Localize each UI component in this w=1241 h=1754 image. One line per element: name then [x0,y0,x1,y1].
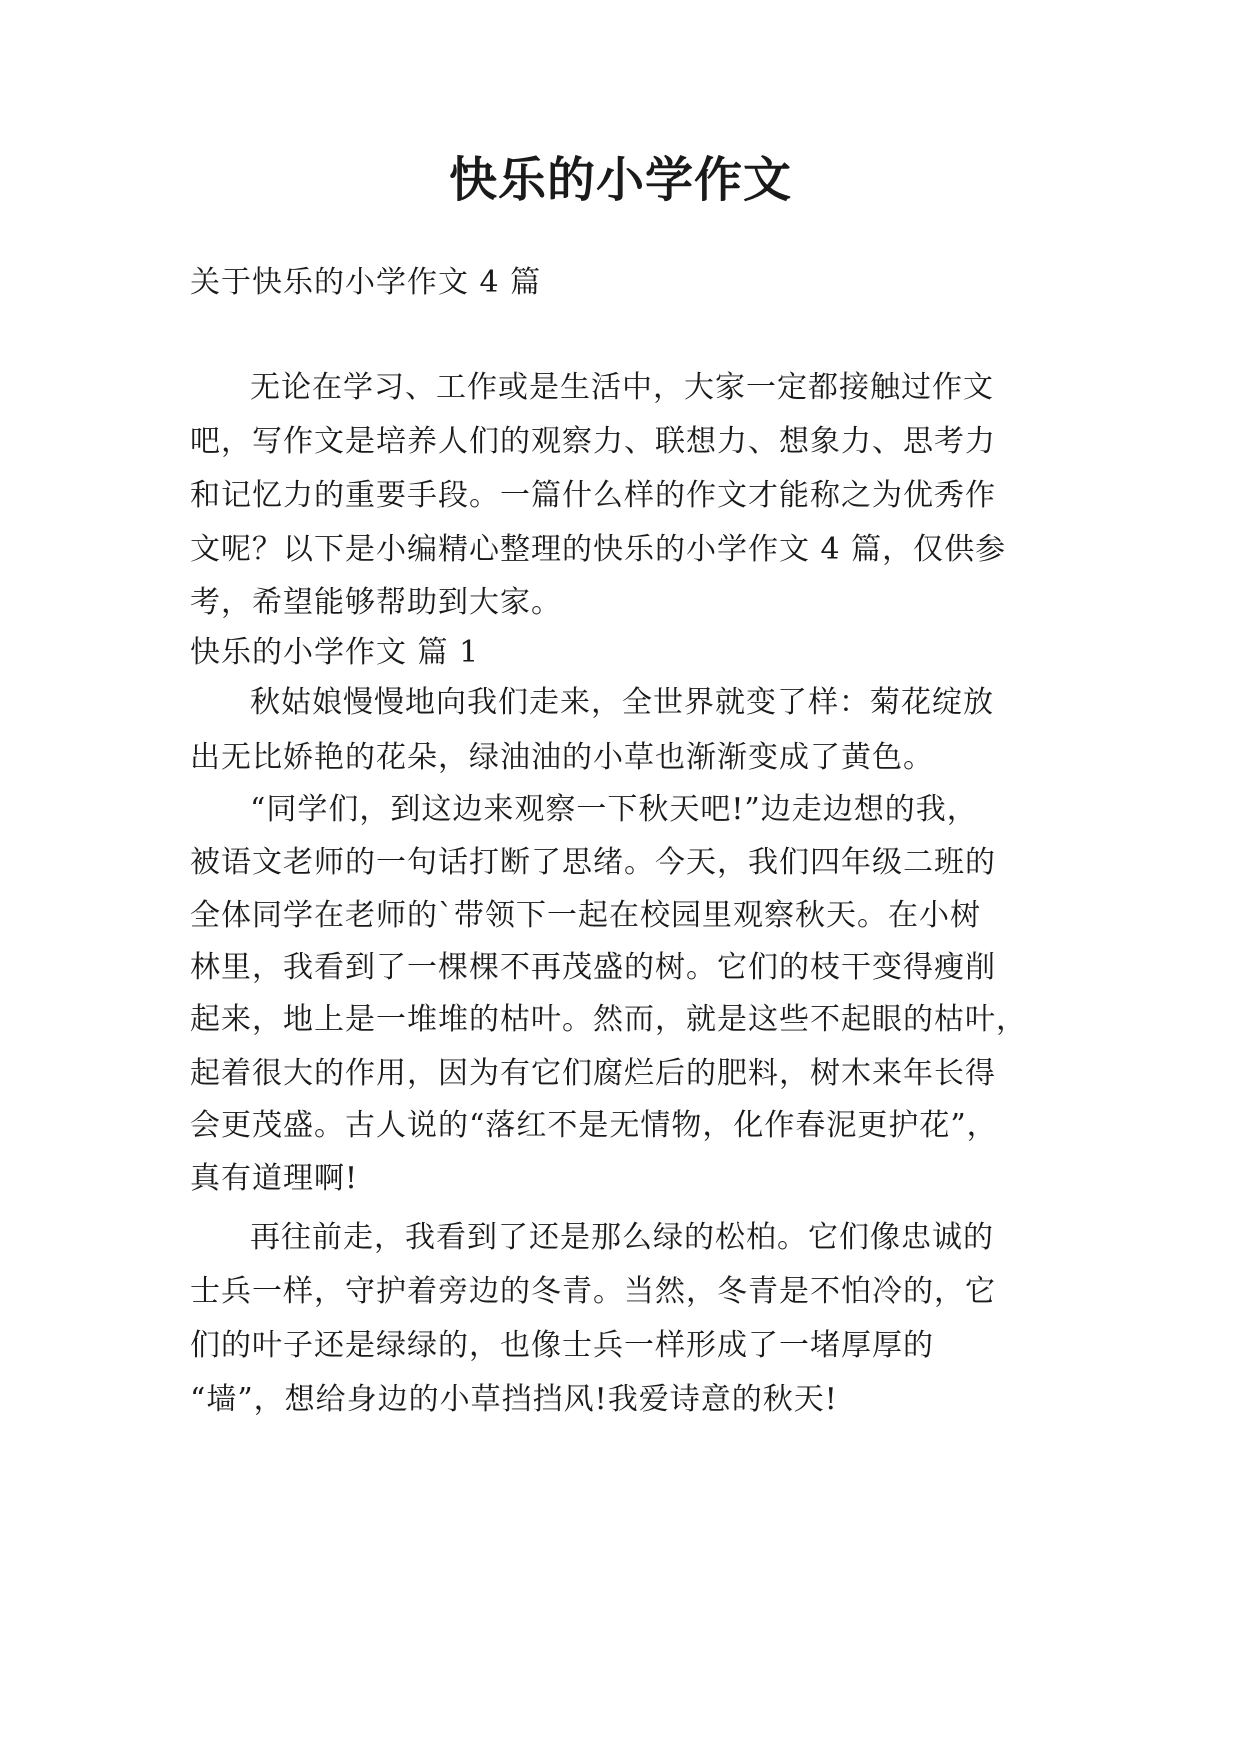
para3-line-4: “墙”，想给身边的小草挡挡风!我爱诗意的秋天! [190,1382,838,1417]
para3-line-3: 们的叶子还是绿绿的，也像士兵一样形成了一堵厚厚的 [190,1328,934,1363]
para3-line-2: 士兵一样，守护着旁边的冬青。当然，冬青是不怕冷的，它 [190,1274,996,1309]
para1-line-2: 出无比娇艳的花朵，绿油油的小草也渐渐变成了黄色。 [190,740,934,775]
para1-line-1: 秋姑娘慢慢地向我们走来，全世界就变了样：菊花绽放 [250,685,994,720]
document-title: 快乐的小学作文 [448,152,792,208]
para3-line-1: 再往前走，我看到了还是那么绿的松柏。它们像忠诚的 [250,1220,994,1255]
document-subtitle: 关于快乐的小学作文 4 篇 [190,265,542,300]
para2-line-6: 起着很大的作用，因为有它们腐烂后的肥料，树木来年长得 [190,1056,996,1091]
intro-line-1: 无论在学习、工作或是生活中，大家一定都接触过作文 [250,370,994,405]
para2-line-5: 起来，地上是一堆堆的枯叶。然而，就是这些不起眼的枯叶， [190,1002,1027,1037]
para2-line-7: 会更茂盛。古人说的“落红不是无情物，化作春泥更护花”， [190,1108,998,1143]
para2-line-3: 全体同学在老师的`带领下一起在校园里观察秋天。在小树 [190,898,981,933]
para2-line-4: 林里，我看到了一棵棵不再茂盛的树。它们的枝干变得瘦削 [190,950,996,985]
section-heading: 快乐的小学作文 篇 1 [190,635,480,670]
intro-line-5: 考，希望能够帮助到大家。 [190,585,562,620]
intro-line-3: 和记忆力的重要手段。一篇什么样的作文才能称之为优秀作 [190,478,996,513]
intro-line-4: 文呢？以下是小编精心整理的快乐的小学作文 4 篇，仅供参 [190,532,1007,567]
para2-line-1: “同学们，到这边来观察一下秋天吧!”边走边想的我， [250,792,978,827]
para2-line-8: 真有道理啊! [190,1161,359,1196]
intro-line-2: 吧，写作文是培养人们的观察力、联想力、想象力、思考力 [190,424,996,459]
para2-line-2: 被语文老师的一句话打断了思绪。今天，我们四年级二班的 [190,845,996,880]
